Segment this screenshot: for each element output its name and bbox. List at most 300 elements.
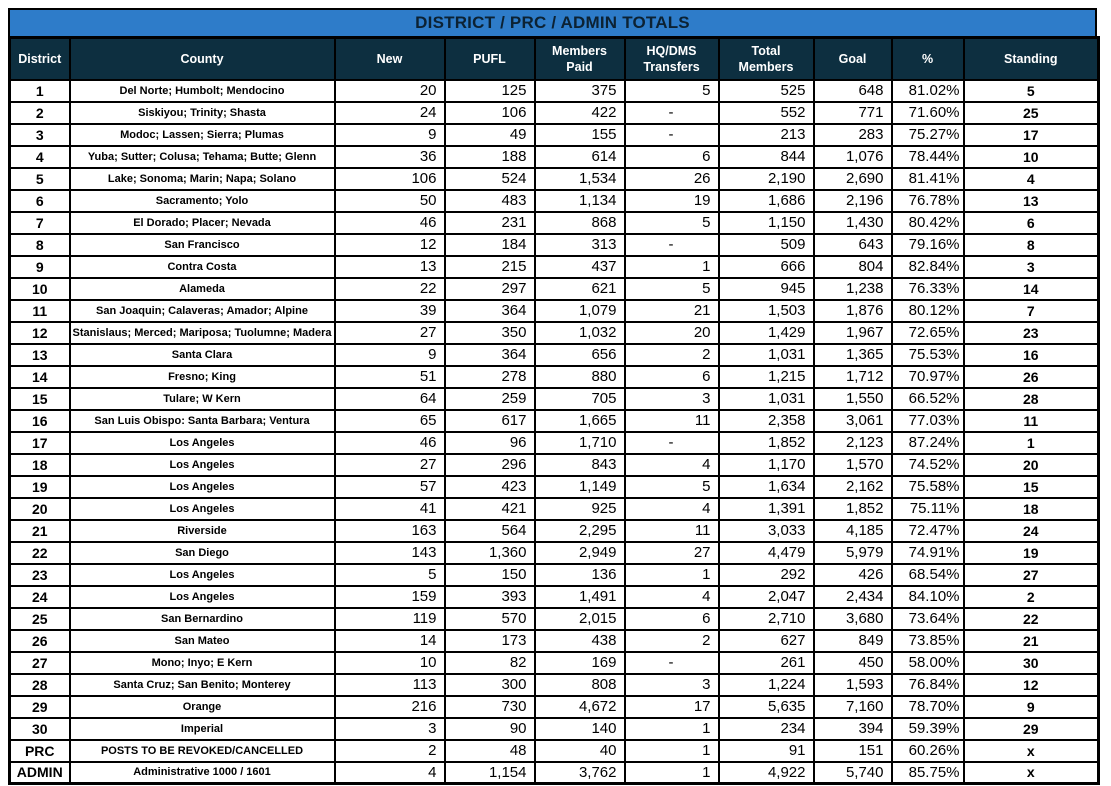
cell-goal: 3,061 [814, 410, 892, 432]
cell-district: 1 [10, 80, 70, 102]
cell-hq_dms_transfers: 20 [625, 322, 719, 344]
cell-hq_dms_transfers: 11 [625, 410, 719, 432]
cell-members_paid: 2,295 [535, 520, 625, 542]
cell-standing: 6 [964, 212, 1099, 234]
cell-district: 16 [10, 410, 70, 432]
cell-percent: 82.84% [892, 256, 964, 278]
cell-percent: 60.26% [892, 740, 964, 762]
cell-standing: 10 [964, 146, 1099, 168]
cell-district: PRC [10, 740, 70, 762]
cell-total_members: 261 [719, 652, 814, 674]
cell-pufl: 184 [445, 234, 535, 256]
cell-pufl: 364 [445, 300, 535, 322]
cell-members_paid: 1,134 [535, 190, 625, 212]
table-row [10, 542, 1099, 564]
cell-pufl: 188 [445, 146, 535, 168]
cell-pufl: 215 [445, 256, 535, 278]
cell-hq_dms_transfers: 4 [625, 454, 719, 476]
cell-goal: 2,162 [814, 476, 892, 498]
cell-district: 5 [10, 168, 70, 190]
cell-new: 3 [335, 718, 445, 740]
table-row [10, 168, 1099, 190]
cell-county: Los Angeles [70, 454, 335, 476]
cell-pufl: 483 [445, 190, 535, 212]
cell-county: Imperial [70, 718, 335, 740]
cell-district: 4 [10, 146, 70, 168]
table-row [10, 432, 1099, 454]
cell-goal: 849 [814, 630, 892, 652]
column-header-new: New [335, 38, 445, 80]
cell-county: Mono; Inyo; E Kern [70, 652, 335, 674]
cell-county: San Luis Obispo: Santa Barbara; Ventura [70, 410, 335, 432]
cell-percent: 75.27% [892, 124, 964, 146]
cell-total_members: 213 [719, 124, 814, 146]
cell-new: 5 [335, 564, 445, 586]
cell-total_members: 2,358 [719, 410, 814, 432]
cell-goal: 151 [814, 740, 892, 762]
cell-goal: 4,185 [814, 520, 892, 542]
cell-percent: 81.02% [892, 80, 964, 102]
cell-hq_dms_transfers: - [625, 102, 719, 124]
cell-county: Sacramento; Yolo [70, 190, 335, 212]
cell-standing: 20 [964, 454, 1099, 476]
cell-goal: 394 [814, 718, 892, 740]
cell-goal: 1,967 [814, 322, 892, 344]
cell-percent: 76.33% [892, 278, 964, 300]
cell-goal: 2,196 [814, 190, 892, 212]
cell-hq_dms_transfers: 11 [625, 520, 719, 542]
cell-standing: 23 [964, 322, 1099, 344]
cell-percent: 72.47% [892, 520, 964, 542]
cell-percent: 76.78% [892, 190, 964, 212]
cell-goal: 2,434 [814, 586, 892, 608]
cell-standing: 30 [964, 652, 1099, 674]
cell-hq_dms_transfers: - [625, 234, 719, 256]
cell-pufl: 48 [445, 740, 535, 762]
cell-hq_dms_transfers: 4 [625, 498, 719, 520]
cell-goal: 804 [814, 256, 892, 278]
cell-district: 29 [10, 696, 70, 718]
cell-new: 119 [335, 608, 445, 630]
cell-new: 39 [335, 300, 445, 322]
cell-new: 27 [335, 322, 445, 344]
cell-percent: 75.11% [892, 498, 964, 520]
district-totals-report [8, 8, 1097, 785]
cell-new: 51 [335, 366, 445, 388]
cell-standing: x [964, 740, 1099, 762]
table-row [10, 586, 1099, 608]
cell-hq_dms_transfers: 1 [625, 564, 719, 586]
cell-district: 13 [10, 344, 70, 366]
table-row [10, 322, 1099, 344]
cell-members_paid: 808 [535, 674, 625, 696]
cell-total_members: 91 [719, 740, 814, 762]
cell-county: Alameda [70, 278, 335, 300]
column-header-hq-dms-transfers: HQ/DMS Transfers [625, 38, 719, 80]
cell-hq_dms_transfers: 17 [625, 696, 719, 718]
cell-goal: 426 [814, 564, 892, 586]
cell-pufl: 300 [445, 674, 535, 696]
cell-total_members: 1,215 [719, 366, 814, 388]
cell-district: 24 [10, 586, 70, 608]
cell-total_members: 2,710 [719, 608, 814, 630]
cell-goal: 1,238 [814, 278, 892, 300]
cell-pufl: 296 [445, 454, 535, 476]
cell-district: 15 [10, 388, 70, 410]
cell-members_paid: 656 [535, 344, 625, 366]
cell-standing: 22 [964, 608, 1099, 630]
cell-county: San Francisco [70, 234, 335, 256]
cell-district: 18 [10, 454, 70, 476]
cell-goal: 771 [814, 102, 892, 124]
cell-goal: 1,570 [814, 454, 892, 476]
cell-percent: 85.75% [892, 762, 964, 784]
cell-district: 2 [10, 102, 70, 124]
cell-new: 41 [335, 498, 445, 520]
column-header-percent: % [892, 38, 964, 80]
cell-hq_dms_transfers: 1 [625, 740, 719, 762]
cell-county: Contra Costa [70, 256, 335, 278]
cell-total_members: 1,224 [719, 674, 814, 696]
cell-county: Los Angeles [70, 498, 335, 520]
cell-county: San Diego [70, 542, 335, 564]
cell-new: 12 [335, 234, 445, 256]
cell-standing: 16 [964, 344, 1099, 366]
column-header-goal: Goal [814, 38, 892, 80]
cell-county: San Mateo [70, 630, 335, 652]
cell-members_paid: 422 [535, 102, 625, 124]
cell-district: 28 [10, 674, 70, 696]
cell-members_paid: 621 [535, 278, 625, 300]
cell-total_members: 5,635 [719, 696, 814, 718]
cell-standing: 12 [964, 674, 1099, 696]
cell-standing: 13 [964, 190, 1099, 212]
cell-percent: 81.41% [892, 168, 964, 190]
cell-members_paid: 925 [535, 498, 625, 520]
cell-county: Lake; Sonoma; Marin; Napa; Solano [70, 168, 335, 190]
cell-goal: 1,550 [814, 388, 892, 410]
cell-total_members: 292 [719, 564, 814, 586]
cell-standing: 8 [964, 234, 1099, 256]
cell-district: 27 [10, 652, 70, 674]
table-row [10, 498, 1099, 520]
cell-percent: 78.70% [892, 696, 964, 718]
cell-pufl: 350 [445, 322, 535, 344]
cell-pufl: 125 [445, 80, 535, 102]
cell-standing: 5 [964, 80, 1099, 102]
cell-total_members: 1,150 [719, 212, 814, 234]
cell-standing: 25 [964, 102, 1099, 124]
cell-county: Yuba; Sutter; Colusa; Tehama; Butte; Glenn [70, 146, 335, 168]
cell-percent: 87.24% [892, 432, 964, 454]
cell-pufl: 90 [445, 718, 535, 740]
cell-percent: 58.00% [892, 652, 964, 674]
column-header-standing: Standing [964, 38, 1099, 80]
cell-goal: 1,876 [814, 300, 892, 322]
cell-members_paid: 140 [535, 718, 625, 740]
cell-standing: 3 [964, 256, 1099, 278]
cell-percent: 75.58% [892, 476, 964, 498]
cell-members_paid: 375 [535, 80, 625, 102]
cell-goal: 643 [814, 234, 892, 256]
cell-members_paid: 438 [535, 630, 625, 652]
cell-total_members: 552 [719, 102, 814, 124]
cell-pufl: 564 [445, 520, 535, 542]
cell-goal: 648 [814, 80, 892, 102]
table-row [10, 256, 1099, 278]
cell-members_paid: 437 [535, 256, 625, 278]
cell-goal: 3,680 [814, 608, 892, 630]
cell-district: 7 [10, 212, 70, 234]
cell-hq_dms_transfers: 1 [625, 256, 719, 278]
table-row [10, 454, 1099, 476]
cell-district: 20 [10, 498, 70, 520]
cell-total_members: 1,170 [719, 454, 814, 476]
cell-new: 9 [335, 124, 445, 146]
cell-pufl: 49 [445, 124, 535, 146]
cell-goal: 1,076 [814, 146, 892, 168]
table-row [10, 674, 1099, 696]
column-header-members-paid: Members Paid [535, 38, 625, 80]
cell-hq_dms_transfers: 5 [625, 278, 719, 300]
cell-standing: 2 [964, 586, 1099, 608]
cell-standing: 27 [964, 564, 1099, 586]
cell-new: 4 [335, 762, 445, 784]
cell-hq_dms_transfers: 5 [625, 476, 719, 498]
cell-standing: 21 [964, 630, 1099, 652]
cell-standing: 7 [964, 300, 1099, 322]
table-row [10, 234, 1099, 256]
cell-county: El Dorado; Placer; Nevada [70, 212, 335, 234]
table-row [10, 564, 1099, 586]
cell-district: 10 [10, 278, 70, 300]
cell-county: POSTS TO BE REVOKED/CANCELLED [70, 740, 335, 762]
cell-hq_dms_transfers: 5 [625, 80, 719, 102]
cell-hq_dms_transfers: 21 [625, 300, 719, 322]
cell-district: 11 [10, 300, 70, 322]
cell-new: 143 [335, 542, 445, 564]
cell-standing: 1 [964, 432, 1099, 454]
cell-pufl: 570 [445, 608, 535, 630]
cell-district: 8 [10, 234, 70, 256]
cell-members_paid: 1,710 [535, 432, 625, 454]
cell-members_paid: 1,032 [535, 322, 625, 344]
cell-new: 20 [335, 80, 445, 102]
cell-percent: 84.10% [892, 586, 964, 608]
cell-total_members: 2,047 [719, 586, 814, 608]
cell-members_paid: 614 [535, 146, 625, 168]
cell-new: 57 [335, 476, 445, 498]
cell-new: 113 [335, 674, 445, 696]
cell-new: 27 [335, 454, 445, 476]
cell-new: 10 [335, 652, 445, 674]
cell-hq_dms_transfers: 6 [625, 146, 719, 168]
cell-hq_dms_transfers: 2 [625, 344, 719, 366]
cell-district: 9 [10, 256, 70, 278]
totals-table [8, 36, 1100, 785]
cell-members_paid: 40 [535, 740, 625, 762]
cell-county: Los Angeles [70, 564, 335, 586]
cell-members_paid: 1,491 [535, 586, 625, 608]
cell-percent: 77.03% [892, 410, 964, 432]
cell-county: Orange [70, 696, 335, 718]
cell-pufl: 259 [445, 388, 535, 410]
table-row [10, 696, 1099, 718]
column-header-county: County [70, 38, 335, 80]
cell-standing: 14 [964, 278, 1099, 300]
table-body [10, 80, 1099, 784]
cell-total_members: 1,429 [719, 322, 814, 344]
cell-new: 216 [335, 696, 445, 718]
report-title: DISTRICT / PRC / ADMIN TOTALS [8, 8, 1097, 36]
cell-members_paid: 1,665 [535, 410, 625, 432]
cell-goal: 450 [814, 652, 892, 674]
cell-members_paid: 843 [535, 454, 625, 476]
cell-district: 14 [10, 366, 70, 388]
cell-hq_dms_transfers: 5 [625, 212, 719, 234]
cell-county: Los Angeles [70, 476, 335, 498]
cell-percent: 71.60% [892, 102, 964, 124]
cell-hq_dms_transfers: 19 [625, 190, 719, 212]
table-row [10, 212, 1099, 234]
cell-pufl: 231 [445, 212, 535, 234]
cell-members_paid: 2,949 [535, 542, 625, 564]
cell-pufl: 106 [445, 102, 535, 124]
cell-county: Del Norte; Humbolt; Mendocino [70, 80, 335, 102]
cell-district: 26 [10, 630, 70, 652]
cell-total_members: 1,031 [719, 388, 814, 410]
cell-pufl: 730 [445, 696, 535, 718]
cell-standing: 15 [964, 476, 1099, 498]
column-header-pufl: PUFL [445, 38, 535, 80]
cell-pufl: 617 [445, 410, 535, 432]
cell-hq_dms_transfers: 6 [625, 366, 719, 388]
cell-total_members: 1,391 [719, 498, 814, 520]
cell-district: 21 [10, 520, 70, 542]
cell-hq_dms_transfers: 6 [625, 608, 719, 630]
cell-total_members: 509 [719, 234, 814, 256]
cell-percent: 68.54% [892, 564, 964, 586]
cell-county: Santa Cruz; San Benito; Monterey [70, 674, 335, 696]
cell-county: Siskiyou; Trinity; Shasta [70, 102, 335, 124]
cell-district: 25 [10, 608, 70, 630]
table-row [10, 388, 1099, 410]
table-row [10, 102, 1099, 124]
cell-hq_dms_transfers: - [625, 124, 719, 146]
cell-members_paid: 136 [535, 564, 625, 586]
column-header-district: District [10, 38, 70, 80]
cell-goal: 7,160 [814, 696, 892, 718]
table-row [10, 410, 1099, 432]
cell-percent: 76.84% [892, 674, 964, 696]
cell-county: Tulare; W Kern [70, 388, 335, 410]
table-row [10, 190, 1099, 212]
cell-hq_dms_transfers: 1 [625, 762, 719, 784]
cell-pufl: 173 [445, 630, 535, 652]
cell-new: 2 [335, 740, 445, 762]
cell-district: ADMIN [10, 762, 70, 784]
cell-standing: 24 [964, 520, 1099, 542]
cell-pufl: 364 [445, 344, 535, 366]
cell-pufl: 423 [445, 476, 535, 498]
cell-total_members: 1,634 [719, 476, 814, 498]
cell-total_members: 2,190 [719, 168, 814, 190]
cell-members_paid: 868 [535, 212, 625, 234]
cell-goal: 283 [814, 124, 892, 146]
table-row [10, 520, 1099, 542]
cell-percent: 74.91% [892, 542, 964, 564]
cell-new: 22 [335, 278, 445, 300]
cell-county: Stanislaus; Merced; Mariposa; Tuolumne; Madera [70, 322, 335, 344]
cell-district: 22 [10, 542, 70, 564]
cell-goal: 1,852 [814, 498, 892, 520]
cell-county: Los Angeles [70, 586, 335, 608]
cell-district: 23 [10, 564, 70, 586]
cell-total_members: 627 [719, 630, 814, 652]
cell-members_paid: 1,534 [535, 168, 625, 190]
table-row [10, 366, 1099, 388]
cell-goal: 5,740 [814, 762, 892, 784]
table-row [10, 762, 1099, 784]
cell-percent: 80.12% [892, 300, 964, 322]
cell-pufl: 150 [445, 564, 535, 586]
cell-members_paid: 4,672 [535, 696, 625, 718]
cell-new: 24 [335, 102, 445, 124]
cell-members_paid: 880 [535, 366, 625, 388]
cell-percent: 73.85% [892, 630, 964, 652]
cell-total_members: 1,852 [719, 432, 814, 454]
cell-goal: 2,123 [814, 432, 892, 454]
cell-total_members: 1,031 [719, 344, 814, 366]
cell-goal: 1,712 [814, 366, 892, 388]
cell-county: Riverside [70, 520, 335, 542]
cell-pufl: 1,360 [445, 542, 535, 564]
cell-total_members: 4,479 [719, 542, 814, 564]
cell-total_members: 945 [719, 278, 814, 300]
cell-total_members: 4,922 [719, 762, 814, 784]
cell-goal: 1,593 [814, 674, 892, 696]
cell-hq_dms_transfers: - [625, 652, 719, 674]
cell-new: 159 [335, 586, 445, 608]
cell-county: Santa Clara [70, 344, 335, 366]
cell-county: Fresno; King [70, 366, 335, 388]
cell-district: 12 [10, 322, 70, 344]
cell-members_paid: 313 [535, 234, 625, 256]
cell-new: 50 [335, 190, 445, 212]
cell-district: 17 [10, 432, 70, 454]
cell-new: 13 [335, 256, 445, 278]
cell-hq_dms_transfers: 27 [625, 542, 719, 564]
cell-goal: 1,430 [814, 212, 892, 234]
cell-pufl: 1,154 [445, 762, 535, 784]
table-row [10, 476, 1099, 498]
cell-new: 46 [335, 432, 445, 454]
cell-goal: 1,365 [814, 344, 892, 366]
cell-pufl: 393 [445, 586, 535, 608]
cell-standing: 4 [964, 168, 1099, 190]
cell-pufl: 524 [445, 168, 535, 190]
cell-standing: 17 [964, 124, 1099, 146]
cell-members_paid: 3,762 [535, 762, 625, 784]
cell-members_paid: 1,149 [535, 476, 625, 498]
cell-standing: x [964, 762, 1099, 784]
cell-hq_dms_transfers: 4 [625, 586, 719, 608]
cell-hq_dms_transfers: - [625, 432, 719, 454]
cell-total_members: 844 [719, 146, 814, 168]
cell-pufl: 297 [445, 278, 535, 300]
table-row [10, 124, 1099, 146]
cell-percent: 59.39% [892, 718, 964, 740]
